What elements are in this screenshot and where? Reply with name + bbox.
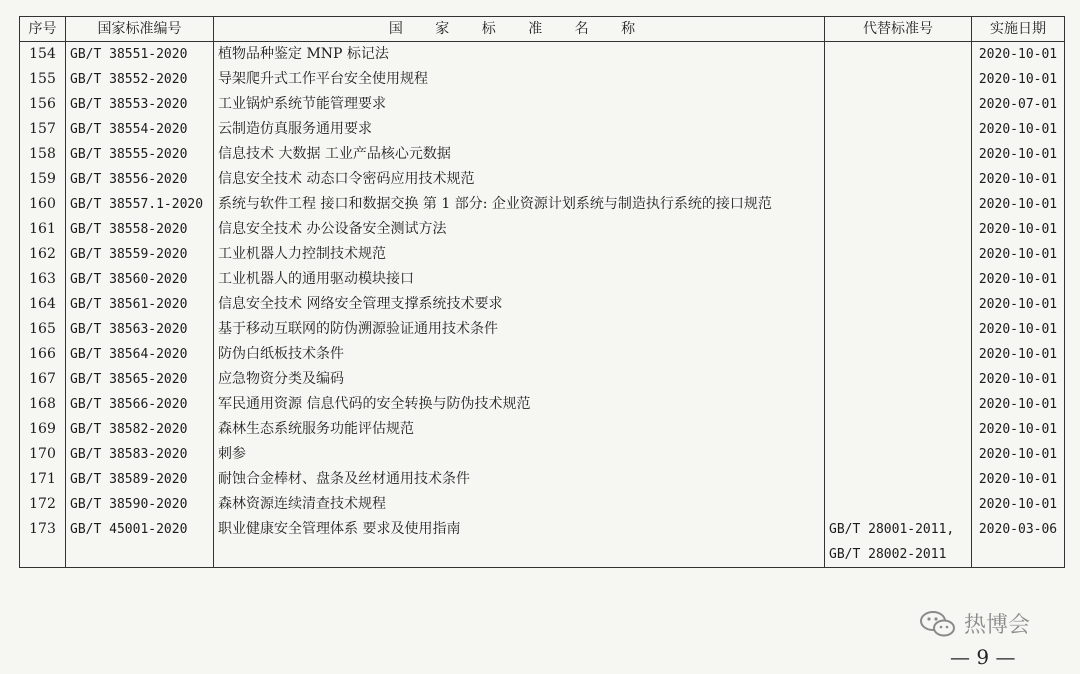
cell-date: 2020-10-01: [972, 217, 1065, 242]
cell-date: 2020-10-01: [972, 42, 1065, 68]
header-code: 国家标准编号: [66, 17, 214, 42]
cell-name: 工业机器人的通用驱动模块接口: [214, 267, 825, 292]
cell-seq: 159: [20, 167, 66, 192]
cell-seq: 154: [20, 42, 66, 68]
cell-date: 2020-10-01: [972, 467, 1065, 492]
cell-seq: 160: [20, 192, 66, 217]
cell-date: 2020-10-01: [972, 267, 1065, 292]
cell-date: 2020-10-01: [972, 442, 1065, 467]
cell-code: GB/T 38557.1-2020: [66, 192, 214, 217]
table-row: [20, 342, 1065, 367]
table-row: [20, 267, 1065, 292]
cell-name: 防伪白纸板技术条件: [214, 342, 825, 367]
cell-replaces: [825, 492, 972, 517]
cell-replaces: [825, 67, 972, 92]
cell-code: GB/T 38589-2020: [66, 467, 214, 492]
cell-name: 植物品种鉴定 MNP 标记法: [214, 42, 825, 68]
cell-name: 信息安全技术 动态口令密码应用技术规范: [214, 167, 825, 192]
cell-date: 2020-10-01: [972, 392, 1065, 417]
cell-name: 耐蚀合金棒材、盘条及丝材通用技术条件: [214, 467, 825, 492]
cell-code: GB/T 38558-2020: [66, 217, 214, 242]
replaced-standard: GB/T 28001-2011,: [829, 522, 955, 537]
header-name: 国 家 标 准 名 称: [214, 17, 825, 42]
table-row: [20, 367, 1065, 392]
header-seq: 序号: [20, 17, 66, 42]
cell-code: GB/T 38566-2020: [66, 392, 214, 417]
cell-replaces: [825, 167, 972, 192]
cell-name: 信息技术 大数据 工业产品核心元数据: [214, 142, 825, 167]
cell-date: 2020-10-01: [972, 192, 1065, 217]
cell-replaces: [825, 342, 972, 367]
watermark-text: 热博会: [964, 613, 1031, 638]
cell-date: 2020-10-01: [972, 117, 1065, 142]
cell-date: 2020-10-01: [972, 167, 1065, 192]
cell-seq: 171: [20, 467, 66, 492]
cell-name: 系统与软件工程 接口和数据交换 第 1 部分: 企业资源计划系统与制造执行系统的接口规范: [214, 192, 825, 217]
cell-replaces: [825, 42, 972, 68]
cell-replaces: [825, 367, 972, 392]
cell-date: 2020-10-01: [972, 242, 1065, 267]
cell-name: 军民通用资源 信息代码的安全转换与防伪技术规范: [214, 392, 825, 417]
cell-date: 2020-10-01: [972, 67, 1065, 92]
cell-name: 森林资源连续清查技术规程: [214, 492, 825, 517]
cell-date: 2020-10-01: [972, 317, 1065, 342]
cell-seq: 155: [20, 67, 66, 92]
cell-code: GB/T 38583-2020: [66, 442, 214, 467]
cell-replaces: [825, 142, 972, 167]
cell-seq: 168: [20, 392, 66, 417]
table-row: [20, 192, 1065, 217]
cell-seq: 173: [20, 517, 66, 568]
table-row: [20, 92, 1065, 117]
cell-code: GB/T 38563-2020: [66, 317, 214, 342]
cell-replaces: [825, 442, 972, 467]
cell-name: 刺参: [214, 442, 825, 467]
table-row: [20, 492, 1065, 517]
cell-date: 2020-03-06: [972, 517, 1065, 568]
cell-seq: 166: [20, 342, 66, 367]
cell-code: GB/T 38560-2020: [66, 267, 214, 292]
table-row: [20, 442, 1065, 467]
cell-seq: 157: [20, 117, 66, 142]
table-header-row: [20, 17, 1065, 42]
table-row: [20, 67, 1065, 92]
cell-code: GB/T 38559-2020: [66, 242, 214, 267]
cell-seq: 163: [20, 267, 66, 292]
wechat-icon: [918, 609, 958, 639]
cell-replaces: [825, 417, 972, 442]
cell-code: GB/T 38565-2020: [66, 367, 214, 392]
cell-code: GB/T 38564-2020: [66, 342, 214, 367]
cell-code: GB/T 38582-2020: [66, 417, 214, 442]
cell-seq: 165: [20, 317, 66, 342]
cell-date: 2020-10-01: [972, 417, 1065, 442]
cell-name: 工业机器人力控制技术规范: [214, 242, 825, 267]
cell-name: 应急物资分类及编码: [214, 367, 825, 392]
header-date: 实施日期: [972, 17, 1065, 42]
cell-code: GB/T 38552-2020: [66, 67, 214, 92]
cell-replaces: [825, 467, 972, 492]
table-row: [20, 467, 1065, 492]
replaced-standard: GB/T 28002-2011: [829, 547, 947, 562]
table-row: [20, 142, 1065, 167]
cell-name: 信息安全技术 网络安全管理支撑系统技术要求: [214, 292, 825, 317]
cell-replaces: [825, 117, 972, 142]
standards-table: [19, 16, 1065, 568]
page-number: — 9 —: [950, 645, 1016, 669]
cell-seq: 161: [20, 217, 66, 242]
cell-seq: 162: [20, 242, 66, 267]
cell-date: 2020-10-01: [972, 492, 1065, 517]
cell-code: GB/T 38590-2020: [66, 492, 214, 517]
table-row: [20, 517, 1065, 568]
cell-name: 职业健康安全管理体系 要求及使用指南: [214, 517, 825, 568]
cell-replaces: [825, 192, 972, 217]
cell-date: 2020-10-01: [972, 367, 1065, 392]
table-row: [20, 167, 1065, 192]
cell-seq: 158: [20, 142, 66, 167]
cell-code: GB/T 38553-2020: [66, 92, 214, 117]
cell-date: 2020-10-01: [972, 342, 1065, 367]
cell-name: 云制造仿真服务通用要求: [214, 117, 825, 142]
cell-name: 工业锅炉系统节能管理要求: [214, 92, 825, 117]
table-row: [20, 392, 1065, 417]
cell-replaces: [825, 92, 972, 117]
cell-code: GB/T 38556-2020: [66, 167, 214, 192]
cell-seq: 172: [20, 492, 66, 517]
cell-seq: 164: [20, 292, 66, 317]
cell-code: GB/T 38554-2020: [66, 117, 214, 142]
cell-date: 2020-10-01: [972, 292, 1065, 317]
cell-date: 2020-10-01: [972, 142, 1065, 167]
cell-code: GB/T 38561-2020: [66, 292, 214, 317]
cell-replaces: [825, 517, 972, 568]
table-row: [20, 242, 1065, 267]
cell-name: 森林生态系统服务功能评估规范: [214, 417, 825, 442]
cell-replaces: [825, 317, 972, 342]
header-replaces: 代替标准号: [825, 17, 972, 42]
cell-name: 基于移动互联网的防伪溯源验证通用技术条件: [214, 317, 825, 342]
cell-replaces: [825, 292, 972, 317]
cell-code: GB/T 45001-2020: [66, 517, 214, 568]
cell-seq: 170: [20, 442, 66, 467]
cell-replaces: [825, 392, 972, 417]
cell-code: GB/T 38551-2020: [66, 42, 214, 68]
table-row: [20, 117, 1065, 142]
cell-seq: 156: [20, 92, 66, 117]
table-row: [20, 292, 1065, 317]
cell-name: 导架爬升式工作平台安全使用规程: [214, 67, 825, 92]
watermark: [918, 608, 1030, 639]
cell-code: GB/T 38555-2020: [66, 142, 214, 167]
cell-seq: 169: [20, 417, 66, 442]
cell-name: 信息安全技术 办公设备安全测试方法: [214, 217, 825, 242]
cell-seq: 167: [20, 367, 66, 392]
cell-replaces: [825, 267, 972, 292]
table-row: [20, 417, 1065, 442]
cell-replaces: [825, 217, 972, 242]
cell-replaces: [825, 242, 972, 267]
cell-date: 2020-07-01: [972, 92, 1065, 117]
table-row: [20, 42, 1065, 68]
table-row: [20, 317, 1065, 342]
table-row: [20, 217, 1065, 242]
